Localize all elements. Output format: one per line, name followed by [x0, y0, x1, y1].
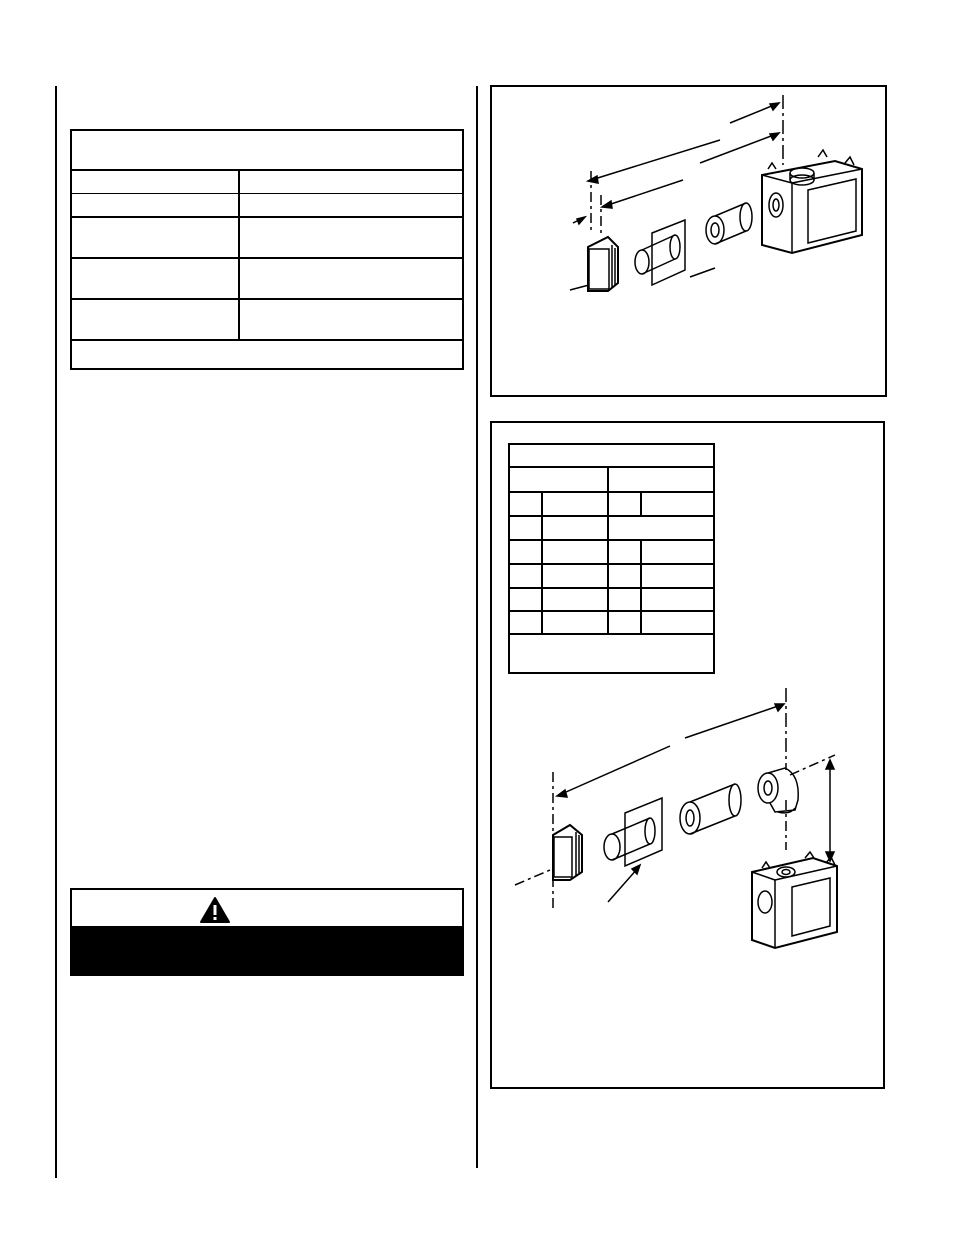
table-row-rule: [70, 193, 464, 194]
table-row-rule: [70, 339, 464, 341]
table-row-rule: [508, 515, 715, 517]
table-column-rule: [541, 491, 543, 633]
table-row-rule: [508, 587, 715, 589]
column-divider-rule: [476, 86, 478, 1168]
table-row-rule: [508, 491, 715, 493]
table-column-rule: [640, 539, 642, 633]
left-margin-rule: [55, 86, 57, 1178]
table-row-rule: [70, 257, 464, 259]
figure-bottom-drawing: [490, 680, 885, 980]
table-row-rule: [70, 216, 464, 218]
table-row-rule: [70, 298, 464, 300]
warning-black-band: [70, 926, 464, 976]
table-row-rule: [508, 563, 715, 565]
table-row-rule: [508, 539, 715, 541]
table-column-rule: [607, 466, 609, 633]
table-row-rule: [508, 633, 715, 635]
left-spec-table-frame: [70, 129, 464, 370]
table-row-rule: [508, 610, 715, 612]
table-column-rule: [238, 169, 240, 339]
vent-table-frame: [508, 443, 715, 674]
table-row-rule: [508, 466, 715, 468]
table-row-rule: [70, 169, 464, 171]
table-column-rule: [640, 491, 642, 515]
figure-top-drawing: [490, 85, 887, 397]
warning-triangle-icon: [199, 896, 231, 924]
